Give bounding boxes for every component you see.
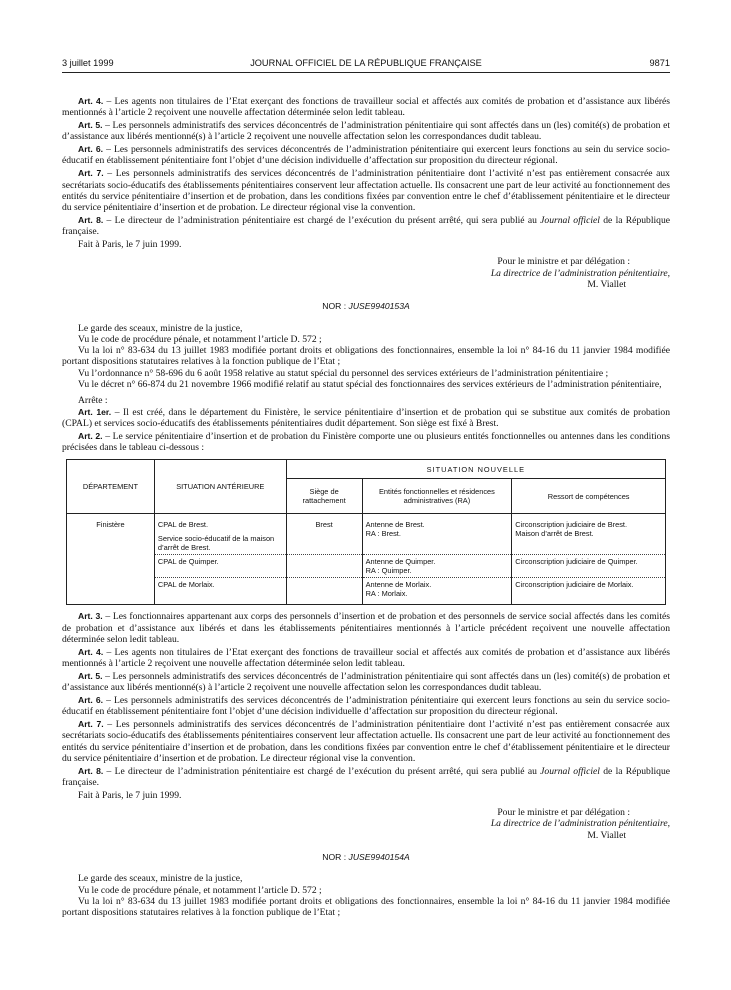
signature-block: Pour le ministre et par délégation : La directrice de l’administration pénitentiaire, M. Viallet: [490, 807, 670, 841]
visa: Le garde des sceaux, ministre de la justice,: [78, 873, 243, 885]
cell-entites: Antenne de Quimper. RA : Quimper.: [362, 555, 512, 578]
header-page-number: 9871: [649, 58, 670, 68]
cell-ressort: Circonscription judiciaire de Morlaix.: [512, 578, 666, 605]
cell-anterieure: CPAL de Morlaix.: [154, 578, 286, 605]
article-8: Art. 8. – Le directeur de l’administration pénitentiaire est chargé de l’exécution du présent arrêté, qui sera publié au Journal officiel de la République française.: [62, 214, 671, 238]
article-8: Art. 8. – Le directeur de l’administration pénitentiaire est chargé de l’exécution du présent arrêté, qui sera publié au Journal officiel de la République française.: [62, 765, 671, 788]
col-header-departement: DÉPARTEMENT: [67, 460, 155, 514]
article: Art. 4. – Les agents non titulaires de l’Etat exerçant des fonctions de travailleur social et affectés aux comités de probation et d’assistance aux libérés mentionnés à l’article 2 reçoivent une nouvelle affectation déterminée selon ledit tableau.: [62, 646, 671, 669]
cell-entites: Antenne de Morlaix. RA : Morlaix.: [362, 578, 512, 605]
arrete-label: Arrête :: [78, 395, 108, 407]
arrete-block-3: [62, 873, 670, 918]
col-header-entites: Entités fonctionnelles et résidences administratives (RA): [362, 479, 512, 514]
article: Art. 4. – Les agents non titulaires de l’Etat exerçant des fonctions de travailleur social et affectés aux comités de probation et d’assistance aux libérés mentionnés à l’article 2 reçoivent une nouvelle affectation déterminée selon ledit tableau.: [62, 96, 671, 119]
article: Art. 6. – Les personnels administratifs des services déconcentrés de l’administration pénitentiaire qui exercent leurs fonctions au sein du service socio-éducatif en établissement pénitentiaire font l’objet d’une décision individuelle d’affectation sur proposition du directeur régional.: [62, 694, 670, 718]
visa: Le garde des sceaux, ministre de la justice,: [78, 322, 243, 334]
fait-a-paris: Fait à Paris, le 7 juin 1999.: [78, 239, 182, 251]
cell-departement: Finistère: [67, 514, 155, 555]
header-journal-title: JOURNAL OFFICIEL DE LA RÉPUBLIQUE FRANÇAISE: [250, 58, 482, 68]
col-header-siege: Siège de rattachement: [286, 479, 362, 514]
nor-reference: NOR : JUSE9940153A: [322, 301, 410, 312]
header-date: 3 juillet 1999: [62, 58, 114, 68]
nor-reference: NOR : JUSE9940154A: [322, 851, 410, 862]
page-content: [62, 96, 670, 918]
article-2: Art. 2. – Le service pénitentiaire d’insertion et de probation du Finistère comporte une ou plusieurs entités fonctionnelles ou antennes dans les conditions précisées dans le tableau ci-dessous :: [62, 430, 670, 454]
signature-block: Pour le ministre et par délégation : La directrice de l’administration pénitentiaire, M. Viallet: [490, 256, 670, 290]
table-row: [67, 555, 666, 578]
visa: Vu la loi n° 83-634 du 13 juillet 1983 modifiée portant droits et obligations des fonctionnaires, ensemble la loi n° 84-16 du 11 janvier 1984 modifiée portant dispositions statutaires relatives à la fonction publique de l’Etat ;: [62, 345, 670, 368]
visa: Vu le décret n° 66-874 du 21 novembre 1966 modifié relatif au statut spécial des fonctionnaires des services extérieurs de l’administration pénitentiaire,: [78, 379, 662, 391]
visa: Vu le code de procédure pénale, et notamment l’article D. 572 ;: [78, 884, 322, 896]
col-header-situation-anterieure: SITUATION ANTÉRIEURE: [154, 460, 286, 514]
visa: Vu l’ordonnance n° 58-696 du 6 août 1958 relative au statut spécial du personnel des services extérieurs de l’administration pénitentiaire ;: [78, 367, 609, 379]
col-header-situation-nouvelle: SITUATION NOUVELLE: [286, 460, 665, 479]
table-row: [67, 578, 666, 605]
article: Art. 5. – Les personnels administratifs des services déconcentrés de l’administration pénitentiaire qui sont affectés dans un (les) comité(s) de probation et d’assistance aux libérés mentionné(s) à l’article 2 reçoivent une nouvelle affectation selon les correspondances dudit tableau.: [62, 670, 670, 694]
cell-anterieure: CPAL de Brest. Service socio-éducatif de la maison d’arrêt de Brest.: [154, 514, 286, 555]
arrete-block-2: [62, 323, 670, 841]
col-header-ressort: Ressort de compétences: [512, 479, 666, 514]
cell-ressort: Circonscription judiciaire de Quimper.: [512, 555, 666, 578]
visa: Vu la loi n° 83-634 du 13 juillet 1983 modifiée portant droits et obligations des fonctionnaires, ensemble la loi n° 84-16 du 11 janvier 1984 modifiée portant dispositions statutaires relatives à la fonction publique de l’Etat ;: [62, 895, 670, 919]
cell-anterieure: CPAL de Quimper.: [154, 555, 286, 578]
article: Art. 7. – Les personnels administratifs des services déconcentrés de l’administration pénitentiaire dont l’activité n’est pas entièrement consacrée aux secrétariats socio-éducatifs des établissements pénitentiaires conservent leur affectation actuelle. Ils consacrent une part de leur activité au fonctionnement des entités du service pénitentiaire d’insertion et de probation, dans les conditions fixées par convention entre le chef d’établissement pénitentiaire et le directeur du service pénitentiaire d’insertion et de probation. Le directeur régional vise la convention.: [62, 718, 670, 764]
cell-ressort: Circonscription judiciaire de Brest. Maison d’arrêt de Brest.: [512, 514, 666, 555]
article-1: Art. 1er. – Il est créé, dans le département du Finistère, le service pénitentiaire d’insertion et de probation qui se substitue aux comités de probation (CPAL) et services socio-éducatifs des établissements pénitentiaires dudit département. Son siège est fixé à Brest.: [62, 406, 670, 429]
page-header: [62, 58, 670, 73]
article: Art. 7. – Les personnels administratifs des services déconcentrés de l’administration pénitentiaire dont l’activité n’est pas entièrement consacrée aux secrétariats socio-éducatifs des établissements pénitentiaires conservent leur affectation actuelle. Ils consacrent une part de leur activité au fonctionnement des entités du service pénitentiaire d’insertion et de probation, dans les conditions fixées par convention entre le chef d’établissement pénitentiaire et le directeur du service pénitentiaire d’insertion et de probation. Le directeur régional vise la convention.: [62, 168, 670, 214]
article: Art. 5. – Les personnels administratifs des services déconcentrés de l’administration pénitentiaire qui sont affectés dans un (les) comité(s) de probation et d’assistance aux libérés mentionné(s) à l’article 2 reçoivent une nouvelle affectation selon les correspondances dudit tableau.: [62, 120, 670, 143]
cell-siege: Brest: [286, 514, 362, 555]
article: Art. 6. – Les personnels administratifs des services déconcentrés de l’administration pénitentiaire qui exercent leurs fonctions au sein du service socio-éducatif en établissement pénitentiaire font l’objet d’une décision individuelle d’affectation sur proposition du directeur régional.: [62, 144, 670, 167]
cell-entites: Antenne de Brest. RA : Brest.: [362, 514, 512, 555]
fait-a-paris: Fait à Paris, le 7 juin 1999.: [78, 789, 182, 801]
situation-table: [66, 459, 666, 605]
arrete-block-1: [62, 96, 670, 290]
article: Art. 3. – Les fonctionnaires appartenant aux corps des personnels d’insertion et de probation et des personnels de service social affectés dans les comités de probation et d’assistance aux libérés et dans les établissements pénitentiaires mentionnés à l’article précédent reçoivent une nouvelle affectation déterminée selon ledit tableau.: [62, 611, 671, 645]
visa: Vu le code de procédure pénale, et notamment l’article D. 572 ;: [78, 333, 322, 345]
table-row: [67, 514, 666, 555]
